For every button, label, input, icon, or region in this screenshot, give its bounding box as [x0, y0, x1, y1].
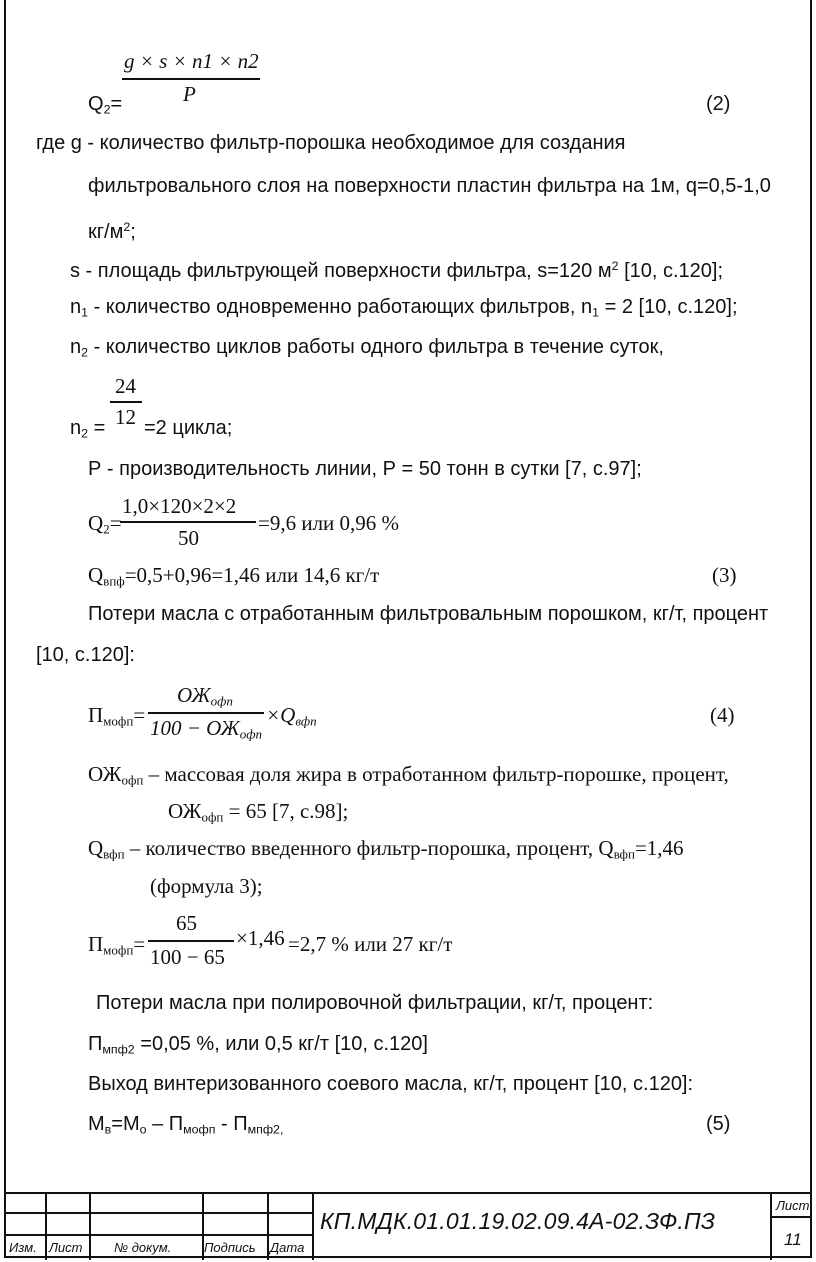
- stamp-dokum-label: № докум.: [114, 1240, 172, 1255]
- n2-calc-lhs: $n_2$ =: [70, 417, 106, 441]
- formula-2-numerator: g × s × n1 × n2: [124, 49, 259, 73]
- stamp-divider: [312, 1194, 314, 1260]
- para-p: Р - производительность линии, Р = 50 тонн в сутки [7, с.97];: [88, 458, 642, 480]
- formula-4-lhs: $П_{мофп}=$: [88, 703, 146, 729]
- stamp-row-line: [4, 1212, 312, 1214]
- q2-calc-numerator: 1,0×120×2×2: [122, 494, 237, 518]
- def-q-line-1: $Q_{вфп}$ – количество введенного фильтр-порошка, процент, $Q_{вфп}=1,46$: [88, 836, 684, 862]
- stamp-data-label: Дата: [270, 1240, 305, 1255]
- def-oj-line-1: $ОЖ_{офп}$ – массовая доля жира в отработанном фильтр-порошке, процент,: [88, 762, 729, 788]
- formula-4-multiplier: $\times Q_{вфп}$: [266, 703, 317, 729]
- formula-4-number: (4): [710, 703, 735, 727]
- formula-3: $Q_{впф}=0,5+0,96=1,46$ или 14,6 кг/т: [88, 563, 380, 589]
- p-calc-result: =2,7 % или 27 кг/т: [288, 932, 453, 956]
- stamp-row-line: [4, 1234, 312, 1236]
- formula-2-denominator: P: [183, 82, 196, 106]
- def-q-line-2: (формула 3);: [150, 874, 263, 898]
- stamp-sheet-number: 11: [784, 1230, 802, 1249]
- formula-5: $М_в=М_о - П_{мофп} - П_{мпф2,}$: [88, 1113, 284, 1137]
- n2-calc-denominator: 12: [115, 405, 136, 429]
- formula-3-number: (3): [712, 563, 737, 587]
- n2-calc-fraction-bar: [110, 401, 142, 403]
- para-n2: $n_2$ - количество циклов работы одного фильтра в течение суток,: [70, 336, 664, 360]
- para-g-line-2: фильтровального слоя на поверхности пластин фильтра на 1м, q=0,5-1,0: [88, 175, 771, 197]
- def-oj-line-2: $ОЖ_{офп} = 65$ [7, с.98];: [168, 799, 349, 825]
- para-g-line-3: $кг/м^2$;: [88, 220, 136, 243]
- q2-calc-fraction-bar: [120, 521, 256, 523]
- q2-calc-lhs: $Q_2=$: [88, 511, 122, 537]
- p-calc-numerator: 65: [176, 911, 197, 935]
- p-calc-multiplier: ×1,46: [236, 926, 285, 950]
- formula-2-number: (2): [706, 93, 731, 115]
- formula-4-denominator: $100 - ОЖ_{офп}$: [150, 716, 263, 742]
- para-losses-line-2: [10, с.120]:: [36, 644, 135, 666]
- p-calc-lhs: $П_{мофп}=$: [88, 932, 146, 958]
- para-pmpf2: $П_{мпф2} =0,05$ %, или 0,5 кг/т [10, с.120]: [88, 1033, 428, 1057]
- stamp-divider: [89, 1194, 91, 1260]
- n2-calc-numerator: 24: [115, 374, 136, 398]
- p-calc-denominator: 100 − 65: [150, 945, 225, 969]
- para-g-line-1: где g - количество фильтр-порошка необходимое для создания: [36, 132, 626, 154]
- stamp-sheet-label: Лист: [776, 1198, 810, 1213]
- formula-2-fraction-bar: [122, 78, 260, 80]
- formula-4-numerator: $ОЖ_{офп}$: [177, 683, 233, 709]
- stamp-list-label: Лист: [49, 1240, 83, 1255]
- stamp-row-line: [770, 1216, 810, 1218]
- formula-2-lhs: $Q_2=$: [88, 93, 123, 117]
- formula-5-number: (5): [706, 1113, 731, 1135]
- para-s: s - площадь фильтрующей поверхности фильтра, s=120 $м^2$ [10, с.120];: [70, 259, 724, 282]
- para-losses-line-1: Потери масла с отработанным фильтровальным порошком, кг/т, процент: [88, 603, 769, 625]
- formula-4-fraction-bar: [148, 712, 264, 714]
- para-polish: Потери масла при полировочной фильтрации, кг/т, процент:: [96, 992, 654, 1014]
- document-code: КП.МДК.01.01.19.02.09.4А-02.ЗФ.ПЗ: [320, 1208, 716, 1234]
- q2-calc-denominator: 50: [178, 526, 199, 550]
- stamp-divider: [45, 1194, 47, 1260]
- p-calc-fraction-bar: [148, 940, 234, 942]
- stamp-izm-label: Изм.: [9, 1240, 37, 1255]
- stamp-podpis-label: Подпись: [204, 1240, 256, 1255]
- stamp-divider: [267, 1194, 269, 1260]
- para-yield: Выход винтеризованного соевого масла, кг/т, процент [10, с.120]:: [88, 1073, 694, 1095]
- stamp-divider: [770, 1194, 772, 1260]
- para-n1: $n_1$ - количество одновременно работающих фильтров, $n_1 = 2$ [10, с.120];: [70, 296, 738, 320]
- q2-calc-result: =9,6 или 0,96 %: [258, 511, 400, 535]
- n2-calc-result: =2 цикла;: [144, 417, 233, 439]
